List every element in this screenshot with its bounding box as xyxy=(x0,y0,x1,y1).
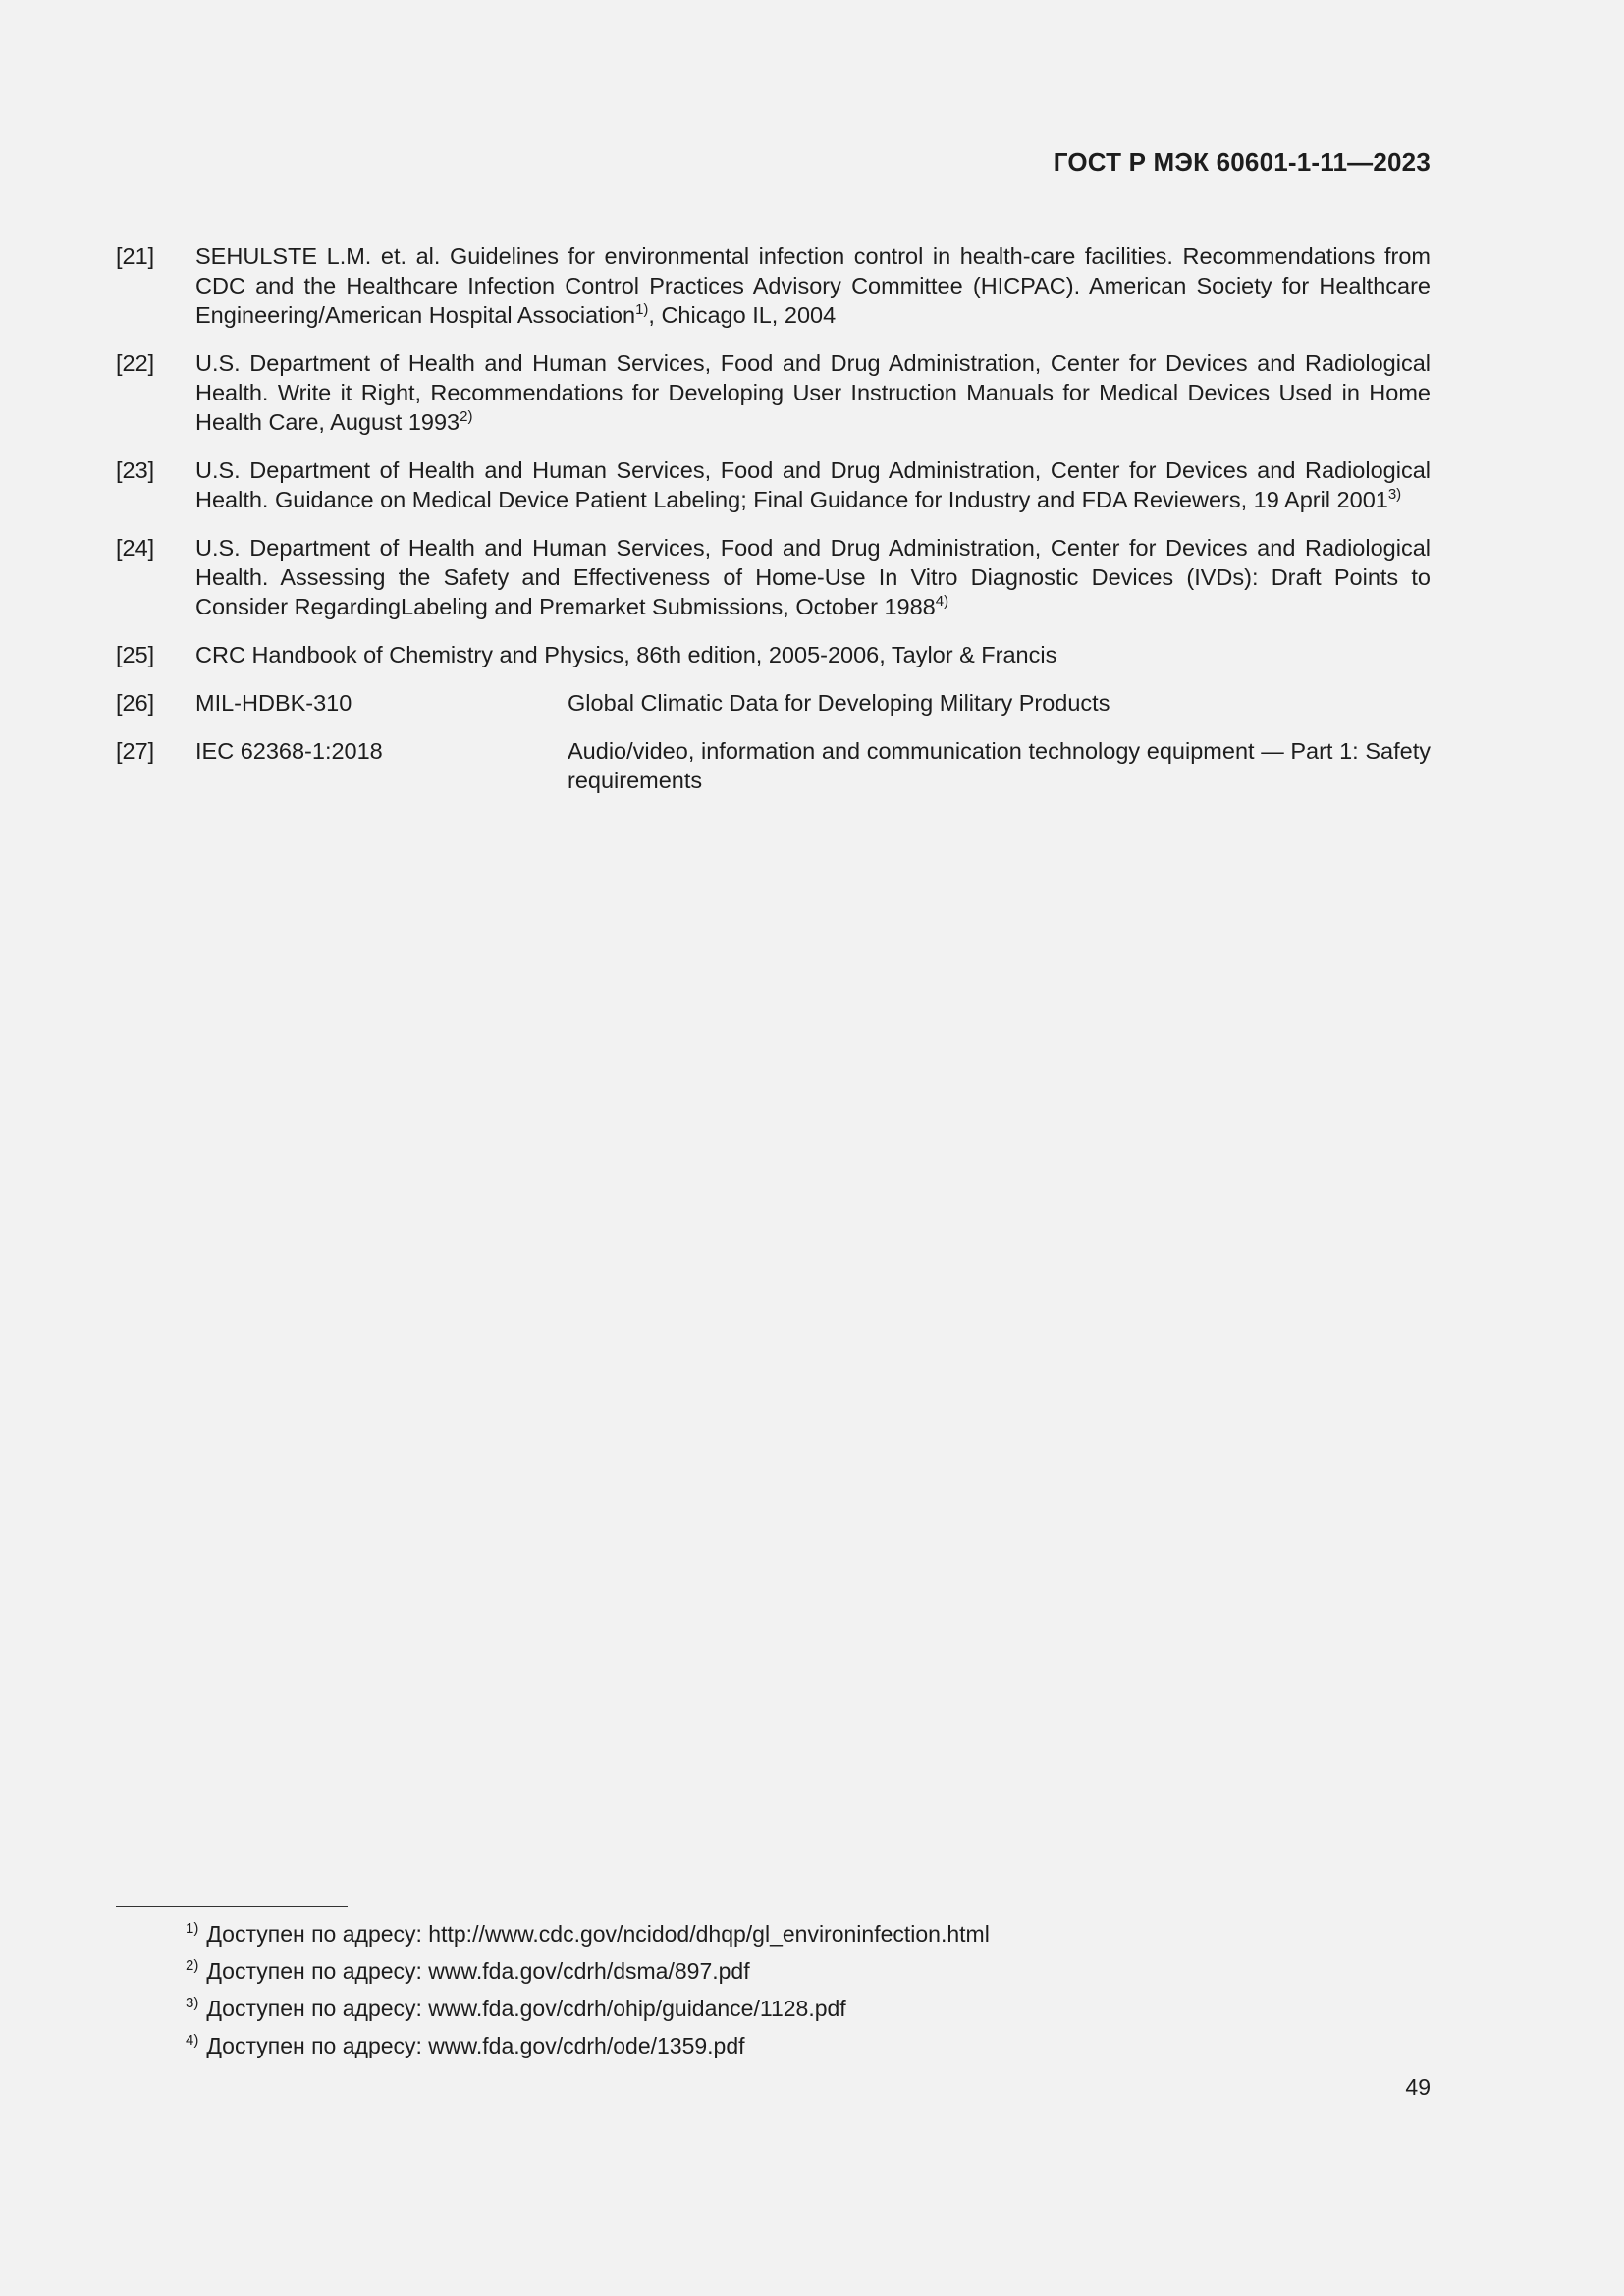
footnote-reference: 2) xyxy=(460,408,473,425)
footnotes xyxy=(186,1919,1364,2068)
footnote-mark: 4) xyxy=(186,2032,199,2049)
reference-item xyxy=(116,455,1431,514)
footnote xyxy=(186,2031,1364,2060)
footnote-reference: 4) xyxy=(935,593,949,610)
footnote-mark: 2) xyxy=(186,1957,199,1974)
bibliography-list xyxy=(116,241,1431,814)
reference-item xyxy=(116,348,1431,437)
footnote-text: Доступен по адресу: www.fda.gov/cdrh/ode/1359.pdf xyxy=(206,2033,745,2058)
reference-number: [22] xyxy=(116,350,155,376)
footnote-reference: 3) xyxy=(1387,486,1402,503)
standard-reference-item xyxy=(116,688,1431,718)
footnote-mark: 1) xyxy=(186,1920,199,1937)
footnote-mark: 3) xyxy=(186,1995,199,2011)
standard-code: MIL-HDBK-310 xyxy=(195,690,352,716)
reference-text xyxy=(195,348,1431,437)
footnote xyxy=(186,1919,1364,1949)
reference-text xyxy=(195,533,1431,621)
reference-item xyxy=(116,640,1431,669)
reference-body: U.S. Department of Health and Human Services, Food and Drug Administration, Center for Devices and Radiological Health. Assessing the Safety and Effectiveness of Home-Use In Vitro Diagnostic Devices (IVDs): Draft Points to Consider RegardingLabeling and Premarket Submissions, October 1988 xyxy=(195,535,1431,619)
footnote-text: Доступен по адресу: www.fda.gov/cdrh/ohip/guidance/1128.pdf xyxy=(206,1996,846,2021)
footnote-reference: 1) xyxy=(635,301,649,318)
page-number: 49 xyxy=(1405,2074,1431,2100)
reference-text xyxy=(195,241,1431,330)
reference-tail: , Chicago IL, 2004 xyxy=(648,302,837,328)
standard-title: Audio/video, information and communication technology equipment — Part 1: Safety requirements xyxy=(568,738,1431,793)
reference-number: [27] xyxy=(116,738,155,764)
reference-text: CRC Handbook of Chemistry and Physics, 86th edition, 2005-2006, Taylor & Francis xyxy=(195,642,1057,667)
reference-number: [24] xyxy=(116,535,155,561)
reference-number: [26] xyxy=(116,690,155,716)
reference-body: U.S. Department of Health and Human Services, Food and Drug Administration, Center for Devices and Radiological Health. Write it Right, Recommendations for Developing User Instruction Manuals for Medical Devices Used in Home Health Care, August 1993 xyxy=(195,350,1431,435)
standard-code: IEC 62368-1:2018 xyxy=(195,738,383,764)
reference-number: [23] xyxy=(116,457,155,483)
standard-header: ГОСТ Р МЭК 60601-1-11—2023 xyxy=(1053,147,1431,177)
reference-number: [21] xyxy=(116,243,155,269)
footnote xyxy=(186,1956,1364,1986)
footnote-text: Доступен по адресу: www.fda.gov/cdrh/dsma/897.pdf xyxy=(206,1958,750,1984)
standard-title: Global Climatic Data for Developing Military Products xyxy=(568,690,1110,716)
footnote xyxy=(186,1994,1364,2023)
reference-item xyxy=(116,533,1431,621)
reference-item xyxy=(116,241,1431,330)
standard-reference-item xyxy=(116,736,1431,795)
reference-text xyxy=(195,455,1431,514)
reference-body: U.S. Department of Health and Human Services, Food and Drug Administration, Center for Devices and Radiological Health. Guidance on Medical Device Patient Labeling; Final Guidance for Industry and FDA Reviewers, 19 April 2001 xyxy=(195,457,1431,512)
reference-body: SEHULSTE L.M. et. al. Guidelines for environmental infection control in health-care facilities. Recommendations from CDC and the Healthcare Infection Control Practices Advisory Committee (HICPAC). American Society for Healthcare Engineering/American Hospital Association xyxy=(195,243,1431,328)
footnote-separator xyxy=(116,1906,348,1907)
reference-number: [25] xyxy=(116,642,155,667)
footnote-text: Доступен по адресу: http://www.cdc.gov/ncidod/dhqp/gl_environinfection.html xyxy=(206,1921,990,1947)
